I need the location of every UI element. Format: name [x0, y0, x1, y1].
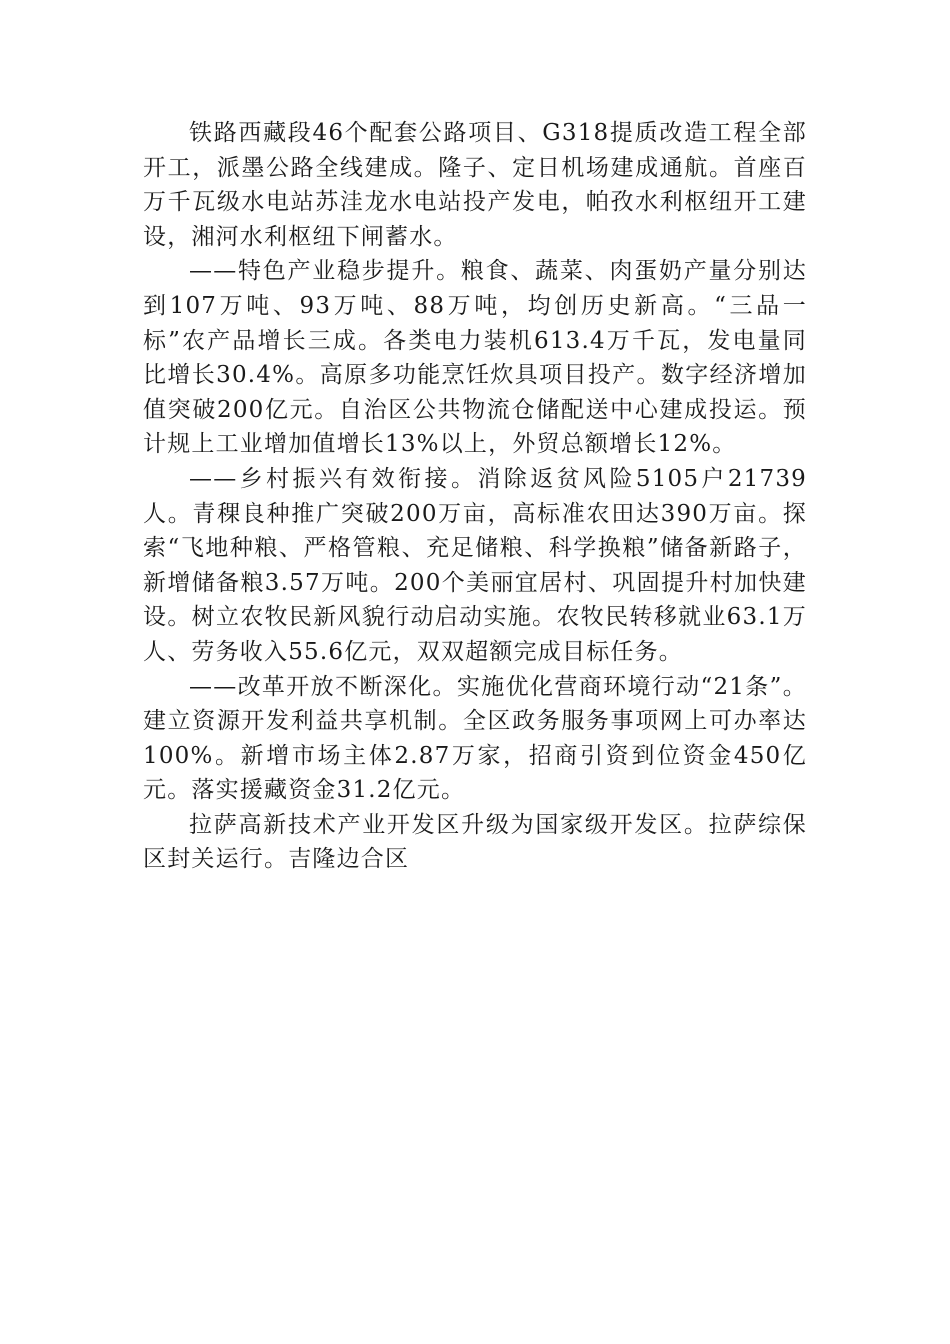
paragraph-infrastructure: 铁路西藏段46个配套公路项目、G318提质改造工程全部开工，派墨公路全线建成。隆子、定日机场建成通航。首座百万千瓦级水电站苏洼龙水电站投产发电，帕孜水利枢纽开工建设，湘河水利枢纽下闸蓄水。 — [143, 120, 807, 250]
document-body — [143, 116, 807, 877]
paragraph-reform-opening: ——改革开放不断深化。实施优化营商环境行动“21条”。建立资源开发利益共享机制。全区政务服务事项网上可办率达100%。新增市场主体2.87万家，招商引资到位资金450亿元。落实援藏资金31.2亿元。 — [143, 673, 807, 804]
paragraph-development-zones: 拉萨高新技术产业开发区升级为国家级开发区。拉萨综保区封关运行。吉隆边合区 — [143, 811, 807, 873]
paragraph-industry: ——特色产业稳步提升。粮食、蔬菜、肉蛋奶产量分别达到107万吨、93万吨、88万吨，均创历史新高。“三品一标”农产品增长三成。各类电力装机613.4万千瓦，发电量同比增长30.4%。高原多功能烹饪炊具项目投产。数字经济增加值突破200亿元。自治区公共物流仓储配送中心建成投运。预计规上工业增加值增长13%以上，外贸总额增长12%。 — [143, 258, 807, 458]
paragraph-rural-revitalization: ——乡村振兴有效衔接。消除返贫风险5105户21739人。青稞良种推广突破200万亩，高标准农田达390万亩。探索“飞地种粮、严格管粮、充足储粮、科学换粮”储备新路子，新增储备粮3.57万吨。200个美丽宜居村、巩固提升村加快建设。树立农牧民新风貌行动启动实施。农牧民转移就业63.1万人、劳务收入55.6亿元，双双超额完成目标任务。 — [143, 465, 807, 665]
